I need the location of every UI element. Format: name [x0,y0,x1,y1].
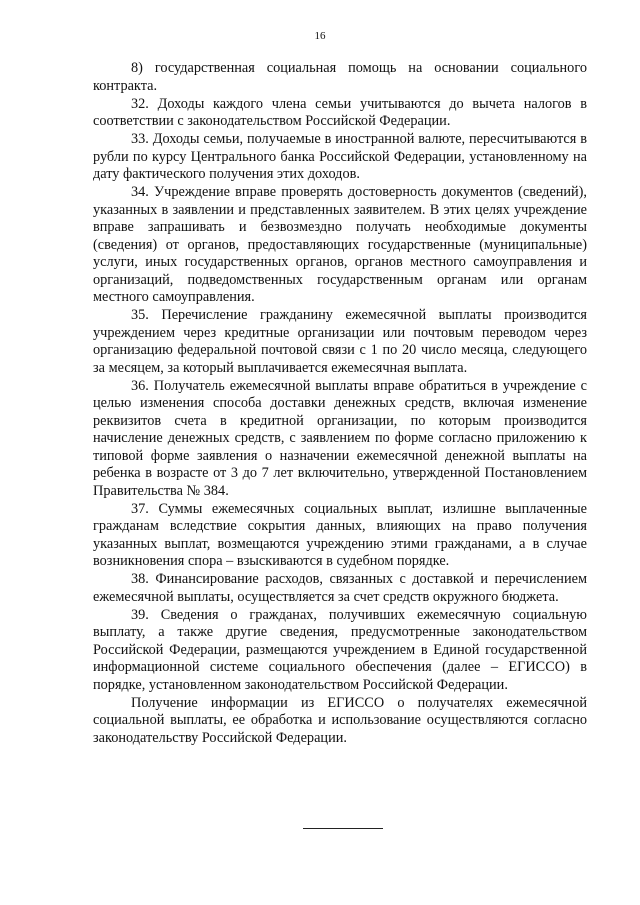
end-divider [303,828,383,829]
paragraph-33: 33. Доходы семьи, получаемые в иностранной валюте, пересчитываются в рубли по курсу Центрального банка Российской Федерации, установленному на дату фактического получения этих доходов. [93,131,587,182]
paragraph-32: 32. Доходы каждого члена семьи учитываются до вычета налогов в соответствии с законодательством Российской Федерации. [93,95,587,129]
page-number: 16 [314,30,326,42]
paragraph-39: 39. Сведения о гражданах, получивших ежемесячную социальную выплату, а также другие сведения, предусмотренные законодательством Российской Федерации, размещаются учреждением в Единой государственной информационной системе социального обеспечения (далее – ЕГИССО) в порядке, установленном законодательством Российской Федерации. [93,606,587,693]
paragraph-37: 37. Суммы ежемесячных социальных выплат, излишне выплаченные гражданам вследствие сокрытия данных, влияющих на право получения указанных выплат, возмещаются учреждению этими гражданами, а в случае возникновения спора – взыскиваются в судебном порядке. [93,500,587,569]
document-body [93,60,587,747]
paragraph-egisso-info: Получение информации из ЕГИССО о получателях ежемесячной социальной выплаты, ее обработка и использование осуществляются согласно законодательству Российской Федерации. [93,694,587,746]
paragraph-35: 35. Перечисление гражданину ежемесячной выплаты производится учреждением через кредитные организации или почтовым переводом через организацию федеральной почтовой связи с 1 по 20 число месяца, следующего за месяцем, за который выплачивается ежемесячная выплата. [93,307,587,376]
paragraph-item-8: 8) государственная социальная помощь на основании социального контракта. [93,60,587,94]
paragraph-36: 36. Получатель ежемесячной выплаты вправе обратиться в учреждение с целью изменения способа доставки денежных средств, включая изменение реквизитов счета в кредитной организации, по которым производится начисление денежных средств, с заявлением по форме согласно приложению к типовой форме заявления о назначении ежемесячной денежной выплаты на ребенка в возрасте от 3 до 7 лет включительно, утвержденной Постановлением Правительства № 384. [93,377,587,499]
paragraph-38: 38. Финансирование расходов, связанных с доставкой и перечислением ежемесячной выплаты, осуществляется за счет средств окружного бюджета. [93,571,587,605]
paragraph-34: 34. Учреждение вправе проверять достоверность документов (сведений), указанных в заявлении и представленных заявителем. В этих целях учреждение вправе запрашивать и безвозмездно получать необходимые документы (сведения) от органов, предоставляющих государственные (муниципальные) услуги, иных государственных органов, органов местного самоуправления и организаций, подведомственных государственным органам или органам местного самоуправления. [93,184,587,305]
